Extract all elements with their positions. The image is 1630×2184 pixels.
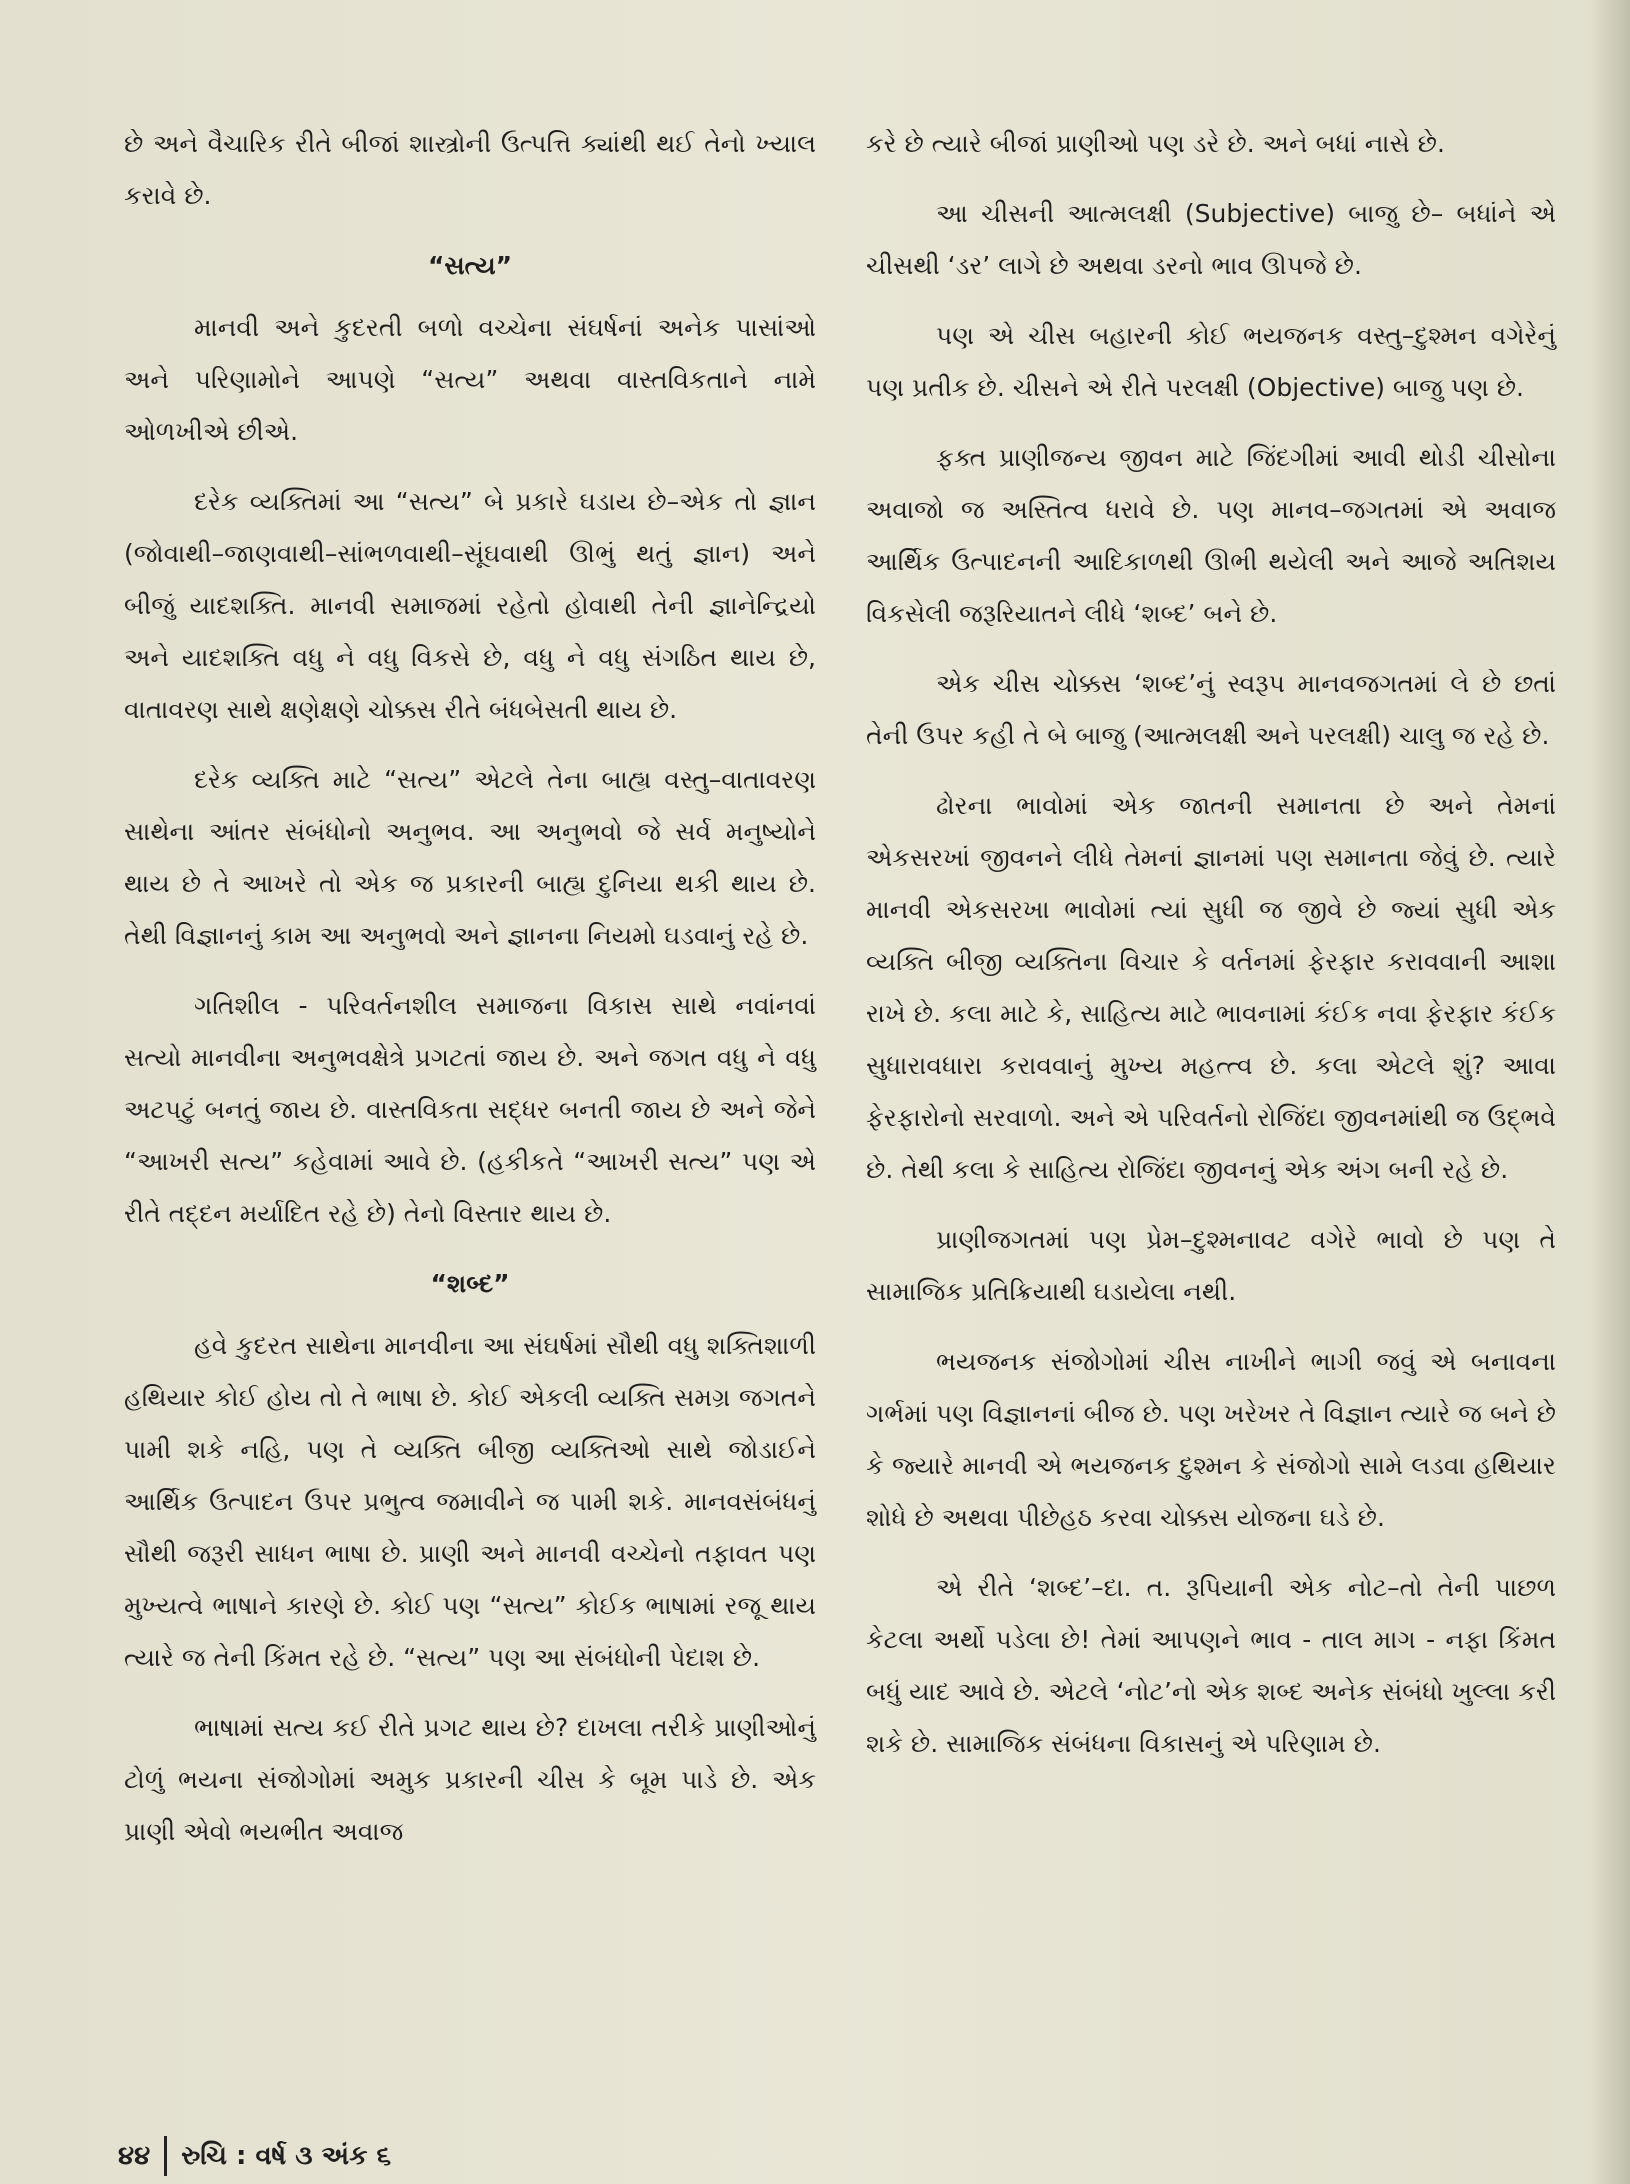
left-paragraph-4: દરેક વ્યક્તિ માટે “સત્ય” એટલે તેના બાહ્ય વસ્તુ–વાતાવરણ સાથેના આંતર સંબંધોનો અનુભવ. આ અનુભવો જે સર્વ મનુષ્યોને થાય છે તે આખરે તો એક જ પ્રકારની બાહ્ય દુનિયા થકી થાય છે. તેથી વિજ્ઞાનનું કામ આ અનુભવો અને જ્ઞાનના નિયમો ઘડવાનું રહે છે. [124,765,816,950]
right-paragraph-4: ફક્ત પ્રાણીજન્ય જીવન માટે જિંદગીમાં આવી થોડી ચીસોના અવાજો જ અસ્તિત્વ ધરાવે છે. પણ માનવ–જગતમાં એ અવાજ આર્થિક ઉત્પાદનની આદિકાળથી ઊભી થયેલી અને આજે અતિશય વિકસેલી જરૂરિયાતને લીધે ‘શબ્દ’ બને છે. [866,443,1556,628]
left-paragraph-7: ભાષામાં સત્ય કઈ રીતે પ્રગટ થાય છે? દાખલા તરીકે પ્રાણીઓનું ટોળું ભયના સંજોગોમાં અમુક પ્રકારની ચીસ કે બૂમ પાડે છે. એક પ્રાણી એવો ભયભીત અવાજ [124,1713,816,1846]
footer-divider [164,2136,167,2176]
right-paragraph-8: ભયજનક સંજોગોમાં ચીસ નાખીને ભાગી જવું એ બનાવના ગર્ભમાં પણ વિજ્ઞાનનાં બીજ છે. પણ ખરેખર તે વિજ્ઞાન ત્યારે જ બને છે કે જ્યારે માનવી એ ભયજનક દુશ્મન કે સંજોગો સામે લડવા હથિયાર શોધે છે અથવા પીછેહઠ કરવા ચોક્કસ યોજના ઘડે છે. [866,1347,1556,1532]
left-paragraph-3: દરેક વ્યક્તિમાં આ “સત્ય” બે પ્રકારે ઘડાય છે–એક તો જ્ઞાન (જોવાથી–જાણવાથી–સાંભળવાથી–સૂંઘવાથી ઊભું થતું જ્ઞાન) અને બીજું યાદશક્તિ. માનવી સમાજમાં રહેતો હોવાથી તેની જ્ઞાનેન્દ્રિયો અને યાદશક્તિ વધુ ને વધુ વિકસે છે, વધુ ને વધુ સંગઠિત થાય છે, વાતાવરણ સાથે ક્ષણેક્ષણે ચોક્કસ રીતે બંધબેસતી થાય છે. [124,487,816,724]
page-number: ૪૪ [118,2140,151,2171]
left-column [124,118,816,1876]
right-paragraph-3: પણ એ ચીસ બહારની કોઈ ભયજનક વસ્તુ–દુશ્મન વગેરેનું પણ પ્રતીક છે. ચીસને એ રીતે પરલક્ષી (Objective) બાજુ પણ છે. [866,321,1556,402]
section-heading-shabda: “શબ્દ” [430,1269,510,1298]
right-paragraph-9: એ રીતે ‘શબ્દ’–દા. ત. રૂપિયાની એક નોટ–તો તેની પાછળ કેટલા અર્થો પડેલા છે! તેમાં આપણને ભાવ - તાલ માગ - નફા કિંમત બધું યાદ આવે છે. એટલે ‘નોટ’નો એક શબ્દ અનેક સંબંધો ખુલ્લા કરી શકે છે. સામાજિક સંબંધના વિકાસનું એ પરિણામ છે. [866,1573,1556,1758]
left-paragraph-5: ગતિશીલ - પરિવર્તનશીલ સમાજના વિકાસ સાથે નવાંનવાં સત્યો માનવીના અનુભવક્ષેત્રે પ્રગટતાં જાય છે. અને જગત વધુ ને વધુ અટપટું બનતું જાય છે. વાસ્તવિકતા સદ્ધર બનતી જાય છે અને જેને “આખરી સત્ય” કહેવામાં આવે છે. (હકીકતે “આખરી સત્ય” પણ એ રીતે તદ્દન મર્યાદિત રહે છે) તેનો વિસ્તાર થાય છે. [124,991,816,1228]
journal-issue: રુચિ : વર્ષ ૩ અંક ૬ [181,2140,392,2171]
right-paragraph-5: એક ચીસ ચોક્કસ ‘શબ્દ’નું સ્વરૂપ માનવજગતમાં લે છે છતાં તેની ઉપર કહી તે બે બાજુ (આત્મલક્ષી અને પરલક્ષી) ચાલુ જ રહે છે. [866,669,1556,750]
section-heading-satya: “સત્ય” [427,251,513,280]
page-footer [118,2136,391,2176]
right-paragraph-7: પ્રાણીજગતમાં પણ પ્રેમ–દુશ્મનાવટ વગેરે ભાવો છે પણ તે સામાજિક પ્રતિક્રિયાથી ઘડાયેલા નથી. [866,1225,1556,1306]
right-paragraph-1: કરે છે ત્યારે બીજાં પ્રાણીઓ પણ ડરે છે. અને બધાં નાસે છે. [866,129,1445,158]
right-paragraph-6: ઢોરના ભાવોમાં એક જાતની સમાનતા છે અને તેમનાં એકસરખાં જીવનને લીધે તેમનાં જ્ઞાનમાં પણ સમાનતા જેવું છે. ત્યારે માનવી એકસરખા ભાવોમાં ત્યાં સુધી જ જીવે છે જ્યાં સુધી એક વ્યક્તિ બીજી વ્યક્તિના વિચાર કે વર્તનમાં ફેરફાર કરાવવાની આશા રાખે છે. કલા માટે કે, સાહિત્ય માટે ભાવનામાં કંઈક નવા ફેરફાર કંઈક સુધારાવધારા કરાવવાનું મુખ્ય મહત્ત્વ છે. કલા એટલે શું? આવા ફેરફારોનો સરવાળો. અને એ પરિવર્તનો રોજિંદા જીવનમાંથી જ ઉદ્ભવે છે. તેથી કલા કે સાહિત્ય રોજિંદા જીવનનું એક અંગ બની રહે છે. [866,791,1556,1184]
left-paragraph-1: છે અને વૈચારિક રીતે બીજાં શાસ્ત્રોની ઉત્પત્તિ ક્યાંથી થઈ તેનો ખ્યાલ કરાવે છે. [124,129,816,210]
page-edge-shadow [1590,0,1630,2184]
right-paragraph-2: આ ચીસની આત્મલક્ષી (Subjective) બાજુ છે– બધાંને એ ચીસથી ‘ડર’ લાગે છે અથવા ડરનો ભાવ ઊપજે છે. [866,199,1556,280]
right-column [866,118,1556,1788]
left-paragraph-6: હવે કુદરત સાથેના માનવીના આ સંઘર્ષમાં સૌથી વધુ શક્તિશાળી હથિયાર કોઈ હોય તો તે ભાષા છે. કોઈ એકલી વ્યક્તિ સમગ્ર જગતને પામી શકે નહિ, પણ તે વ્યક્તિ બીજી વ્યક્તિઓ સાથે જોડાઈને આર્થિક ઉત્પાદન ઉપર પ્રભુત્વ જમાવીને જ પામી શકે. માનવસંબંધનું સૌથી જરૂરી સાધન ભાષા છે. પ્રાણી અને માનવી વચ્ચેનો તફાવત પણ મુખ્યત્વે ભાષાને કારણે છે. કોઈ પણ “સત્ય” કોઈક ભાષામાં રજૂ થાય ત્યારે જ તેની કિંમત રહે છે. “સત્ય” પણ આ સંબંધોની પેદાશ છે. [124,1331,816,1672]
left-paragraph-2: માનવી અને કુદરતી બળો વચ્ચેના સંઘર્ષનાં અનેક પાસાંઓ અને પરિણામોને આપણે “સત્ય” અથવા વાસ્તવિકતાને નામે ઓળખીએ છીએ. [124,313,816,446]
